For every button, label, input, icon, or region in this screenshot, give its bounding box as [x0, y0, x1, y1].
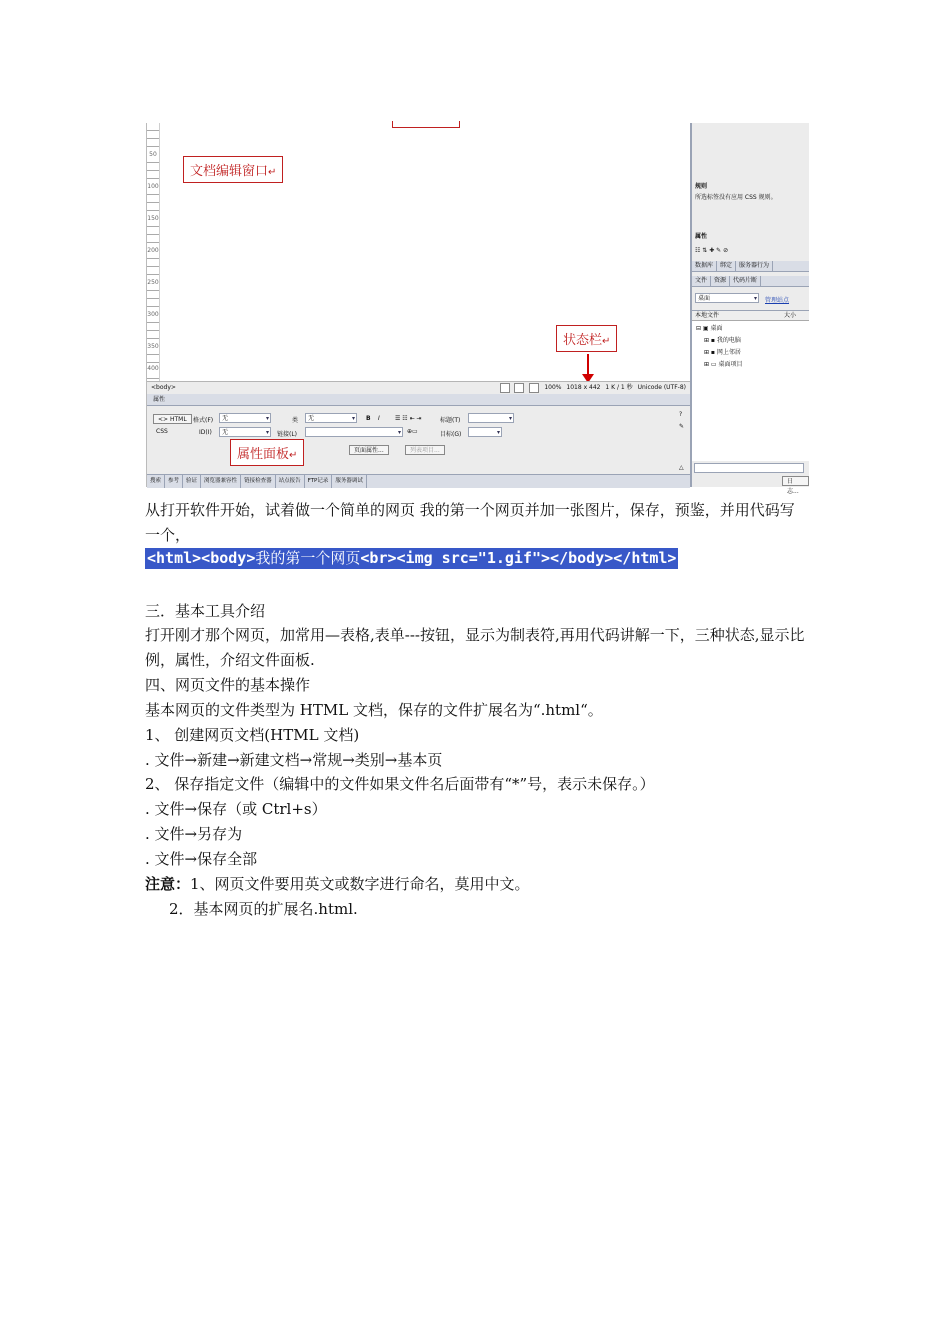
manage-sites-link[interactable]: 管理站点 — [765, 297, 790, 304]
item2: 2、 保存指定文件（编辑中的文件如果文件名后面带有“*”号，表示未保存。） — [145, 775, 655, 793]
ruler-tick: 250 — [147, 279, 159, 286]
css-mode-button[interactable]: CSS — [156, 428, 168, 435]
tab-server-behaviors[interactable]: 服务器行为 — [736, 261, 773, 271]
tab-validation[interactable]: 验证 — [183, 475, 201, 488]
ruler-tick: 150 — [147, 215, 159, 222]
properties-title-bar[interactable] — [147, 394, 690, 406]
code-snippet — [145, 548, 678, 569]
tab-files[interactable]: 文件 — [692, 276, 711, 286]
dreamweaver-screenshot — [146, 123, 807, 495]
callout-doc-window: 文档编辑窗口 ↵ — [183, 156, 283, 183]
tab-database[interactable]: 数据库 — [692, 261, 717, 271]
collapse-icon[interactable]: △ — [679, 464, 684, 471]
note-1: 1、网页文件要用英文或数字进行命名，莫用中文。 — [190, 875, 530, 893]
item1: 1、 创建网页文档(HTML 文档) — [145, 726, 360, 744]
help-icon[interactable]: ? — [679, 411, 683, 418]
tab-assets[interactable]: 资源 — [711, 276, 730, 286]
css-rules-text: 所选标签没有应用 CSS 规则。 — [695, 194, 777, 201]
file-tree — [692, 310, 809, 461]
link-input[interactable] — [305, 427, 403, 437]
tree-label: 我的电脑 — [716, 337, 741, 344]
bold-button[interactable]: B — [366, 415, 371, 422]
edit-icon[interactable]: ✎ — [679, 423, 685, 430]
callout-status-bar: 状态栏 ↵ — [556, 325, 617, 352]
css-rules-title: 规则 — [695, 183, 708, 190]
file-header — [692, 311, 809, 321]
tree-item-network[interactable]: ⊞ ▪ 网上邻居 — [704, 349, 741, 356]
tab-server-debug[interactable]: 服务器调试 — [332, 475, 367, 488]
tab-link-checker[interactable]: 链接检查器 — [241, 475, 276, 488]
list-icons[interactable]: ☰ ☷ ⇤ ⇥ — [395, 415, 422, 422]
tab-reference[interactable]: 参考 — [165, 475, 183, 488]
col-local-files: 本地文件 — [695, 312, 720, 319]
download-weight: 1 K / 1 秒 — [605, 384, 633, 391]
ruler-tick: 350 — [147, 343, 159, 350]
tree-label: 桌面项目 — [718, 361, 743, 368]
col-size: 大小 — [784, 312, 797, 319]
tab-bindings[interactable]: 绑定 — [717, 261, 736, 271]
zoom-tool-icon[interactable] — [529, 383, 539, 393]
tag-selector[interactable]: <body> — [151, 384, 176, 391]
note-label: 注意： — [145, 875, 191, 893]
browse-folder-icon[interactable]: ⊕▭ — [407, 428, 418, 435]
ruler-tick: 400 — [147, 365, 159, 372]
ruler-tick: 50 — [147, 151, 159, 158]
note-2: 2．基本网页的扩展名.html. — [169, 900, 358, 918]
tab-ftp-log[interactable]: FTP记录 — [305, 475, 333, 488]
code-close-tags: <br><img src="1.gif"></body></html> — [360, 549, 677, 567]
panel-tabs-b — [692, 276, 809, 287]
site-select[interactable]: 桌面 ▾ — [695, 293, 759, 303]
ruler-tick: 100 — [147, 183, 159, 190]
ruler-tick: 200 — [147, 247, 159, 254]
tree-item-desktop[interactable]: ⊟ ▣ 桌面 — [696, 325, 723, 332]
red-arrow-icon — [587, 354, 589, 376]
html-mode-button[interactable]: <> HTML — [153, 414, 192, 424]
format-select[interactable]: 无 ▾ — [219, 413, 271, 423]
tree-item-desktop-items[interactable]: ⊞ ▭ 桌面项目 — [704, 361, 743, 368]
zoom-select[interactable]: 100% — [544, 384, 562, 391]
attr-title: 属性 — [695, 233, 708, 240]
page-properties-button[interactable]: 页面属性... — [349, 445, 389, 455]
horizontal-scrollbar[interactable] — [694, 463, 804, 473]
section4-title: 四、网页文件的基本操作 — [145, 676, 311, 694]
tab-site-report[interactable]: 站点报告 — [276, 475, 305, 488]
title-label: 标题(T) — [440, 417, 461, 424]
title-input[interactable] — [468, 413, 514, 423]
section3-title: 三．基本工具介绍 — [145, 602, 266, 620]
status-bar — [147, 381, 690, 395]
section3-body: 打开刚才那个网页，加常用—表格,表单---按钮，显示为制表符,再用代码讲解一下，三种状态,显示比例，属性，介绍文件面板. — [145, 626, 805, 669]
item2-save-as: . 文件→另存为 — [145, 825, 243, 843]
vertical-ruler — [147, 123, 160, 383]
tab-search[interactable]: 搜索 — [147, 475, 165, 488]
pointer-tool-icon[interactable] — [500, 383, 510, 393]
panel-tabs-a — [692, 261, 809, 272]
id-label: ID(I) — [199, 429, 212, 436]
section4-intro: 基本网页的文件类型为 HTML 文档，保存的文件扩展名为“.html“。 — [145, 701, 603, 719]
ruler-tick: 300 — [147, 311, 159, 318]
encoding: Unicode (UTF-8) — [637, 384, 686, 391]
item2-save-all: . 文件→保存全部 — [145, 850, 258, 868]
code-open-tags: <html><body> — [147, 549, 256, 567]
window-size[interactable]: 1018 x 442 — [566, 384, 601, 391]
note-line — [145, 872, 530, 896]
floating-panels — [690, 123, 809, 495]
tab-browser-compat[interactable]: 浏览器兼容性 — [201, 475, 241, 488]
attr-toolbar-icons[interactable]: ☷ ⇅ ✚ ✎ ⊘ — [695, 247, 729, 254]
link-label: 链接(L) — [277, 431, 298, 438]
top-callout-frame — [392, 121, 460, 128]
intro-paragraph: 从打开软件开始，试着做一个简单的网页 我的第一个网页并加一张图片，保存，预鉴，并用代码写一个， — [145, 501, 795, 544]
item1-path: . 文件→新建→新建文档→常规→类别→基本页 — [145, 751, 443, 769]
tree-label: 桌面 — [710, 325, 723, 332]
italic-button[interactable]: I — [378, 415, 380, 422]
class-select[interactable]: 无 ▾ — [305, 413, 357, 423]
tree-label: 网上邻居 — [716, 349, 741, 356]
code-text: 我的第一个网页 — [255, 549, 361, 567]
class-label: 类 — [292, 417, 299, 424]
properties-panel — [147, 406, 690, 474]
results-tabs — [147, 474, 690, 488]
tab-snippets[interactable]: 代码片断 — [730, 276, 761, 286]
item2-save: . 文件→保存（或 Ctrl+s） — [145, 800, 327, 818]
properties-title: 属性 — [153, 396, 166, 403]
id-select[interactable]: 无 ▾ — [219, 427, 271, 437]
format-label: 格式(F) — [193, 417, 214, 424]
target-select[interactable] — [468, 427, 502, 437]
log-button[interactable]: 日志... — [782, 476, 809, 486]
callout-property-panel: 属性面板 ↵ — [230, 439, 304, 466]
tree-item-computer[interactable]: ⊞ ▪ 我的电脑 — [704, 337, 741, 344]
target-label: 目标(G) — [440, 431, 462, 438]
hand-tool-icon[interactable] — [514, 383, 524, 393]
list-item-button[interactable]: 列表项目... — [405, 445, 445, 455]
